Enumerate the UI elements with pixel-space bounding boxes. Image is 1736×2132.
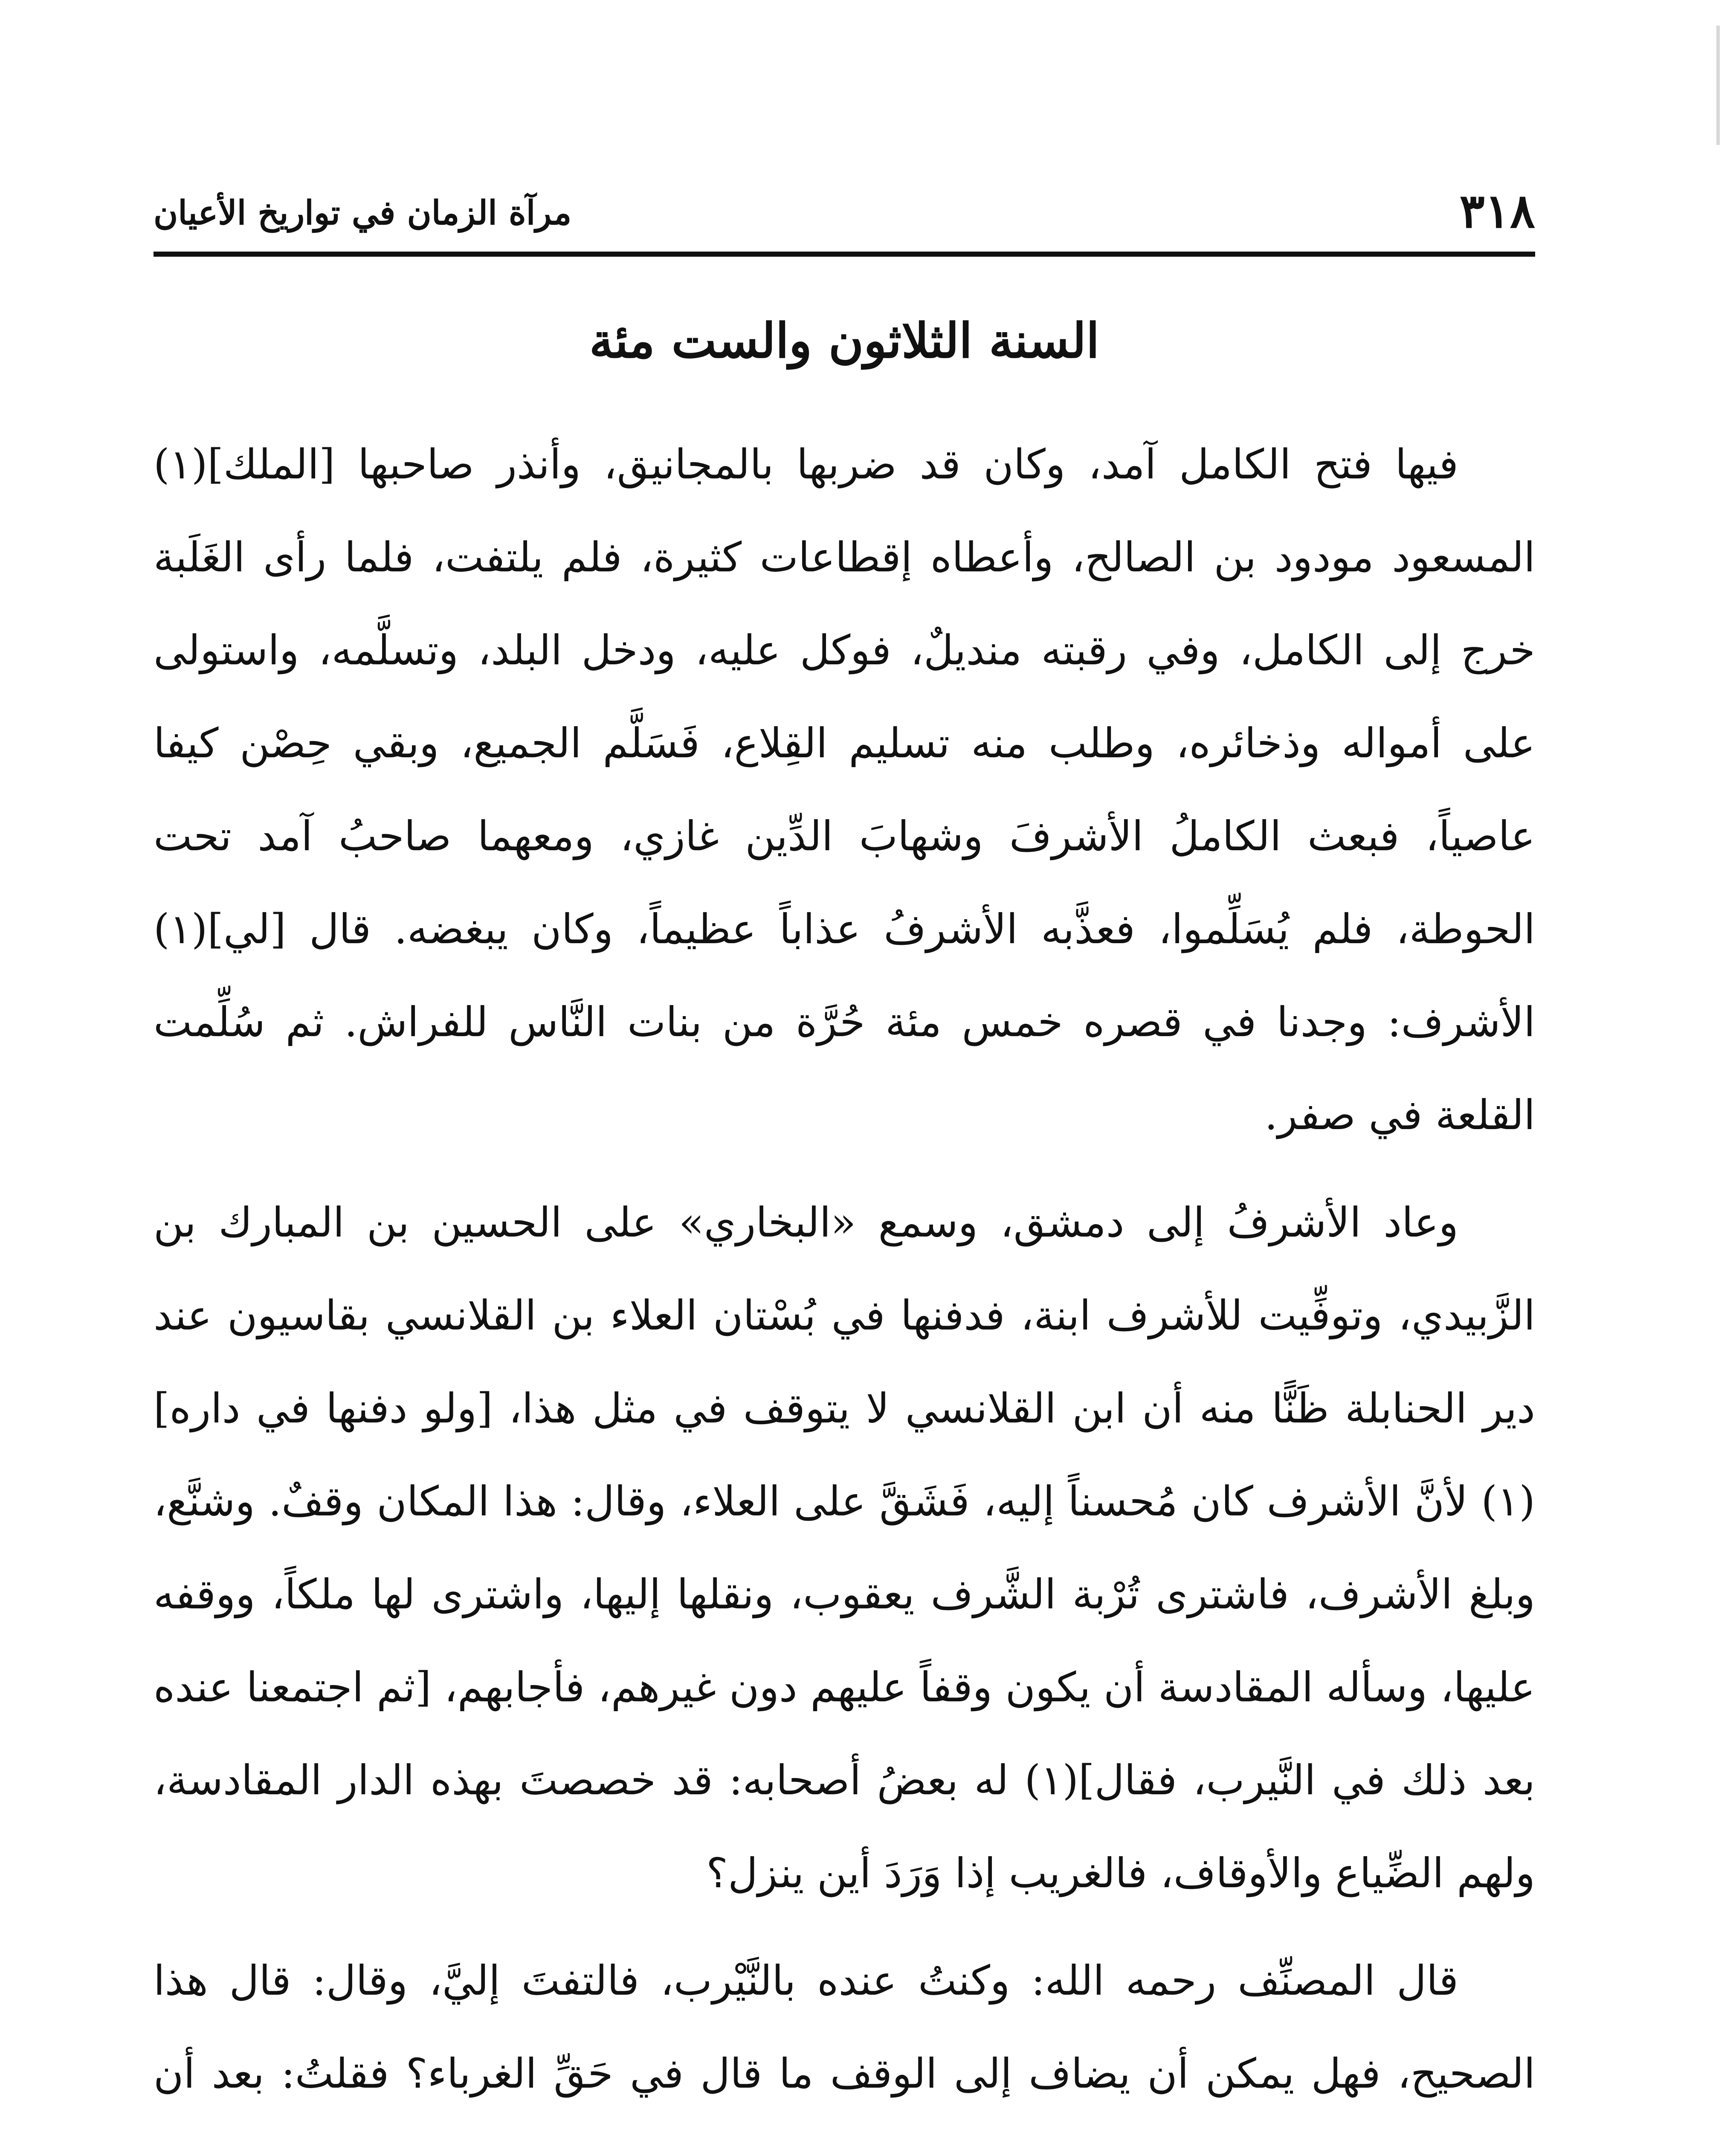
page-number: ٣١٨ — [1459, 183, 1535, 238]
book-title: مرآة الزمان في تواريخ الأعيان — [154, 194, 572, 232]
body-text — [154, 418, 1535, 2132]
running-header — [154, 179, 1535, 252]
paragraph-1: فيها فتح الكامل آمد، وكان قد ضربها بالمجانيق، وأنذر صاحبها [الملك](١) المسعود مودود بن الصالح، وأعطاه إقطاعات كثيرة، فلم يلتفت، فلما رأى الغَلَبة خرج إلى الكامل، وفي رقبته منديلٌ، فوكل عليه، ودخل البلد، وتسلَّمه، واستولى على أمواله وذخائره، وطلب منه تسليم القِلاع، فَسَلَّم الجميع، وبقي حِصْن كيفا عاصياً، فبعث الكاملُ الأشرفَ وشهابَ الدِّين غازي، ومعهما صاحبُ آمد تحت الحوطة، فلم يُسَلِّموا، فعذَّبه الأشرفُ عذاباً عظيماً، وكان يبغضه. قال [لي](١) الأشرف: وجدنا في قصره خمس مئة حُرَّة من بنات النَّاس للفراش. ثم سُلِّمت القلعة في صفر. — [154, 440, 1535, 1139]
paragraph-3: قال المصنِّف رحمه الله: وكنتُ عنده بالنَّيْرب، فالتفتَ إليَّ، وقال: قال هذا الصحيح، فهل يمكن أن يضاف إلى الوقف ما قال في حَقِّ الغرباء؟ فقلتُ: بعد أن — [154, 1957, 1535, 2097]
chapter-title: السنة الثلاثون والست مئة — [589, 313, 1100, 369]
header-rule — [154, 252, 1535, 257]
paragraph-2: وعاد الأشرفُ إلى دمشق، وسمع «البخاري» على الحسين بن المبارك بن الزَّبيدي، وتوفِّيت للأشرف ابنة، فدفنها في بُسْتان العلاء بن القلانسي بقاسيون عند دير الحنابلة ظَنًّا منه أن ابن القلانسي لا يتوقف في مثل هذا، [ولو دفنها في داره](١) لأنَّ الأشرف كان مُحسناً إليه، فَشَقَّ على العلاء، وقال: هذا المكان وقفٌ. وشنَّع، وبلغ الأشرف، فاشترى تُرْبة الشَّرف يعقوب، ونقلها إليها، واشترى لها ملكاً، ووقفه عليها، وسأله المقادسة أن يكون وقفاً عليهم دون غيرهم، فأجابهم، [ثم اجتمعنا عنده بعد ذلك في النَّيرب، فقال](١) له بعضُ أصحابه: قد خصصتَ بهذه الدار المقادسة، ولهم الضِّياع والأوقاف، فالغريب إذا وَرَدَ أين ينزل؟ — [154, 1199, 1535, 1897]
scan-edge-mark — [1716, 26, 1720, 145]
